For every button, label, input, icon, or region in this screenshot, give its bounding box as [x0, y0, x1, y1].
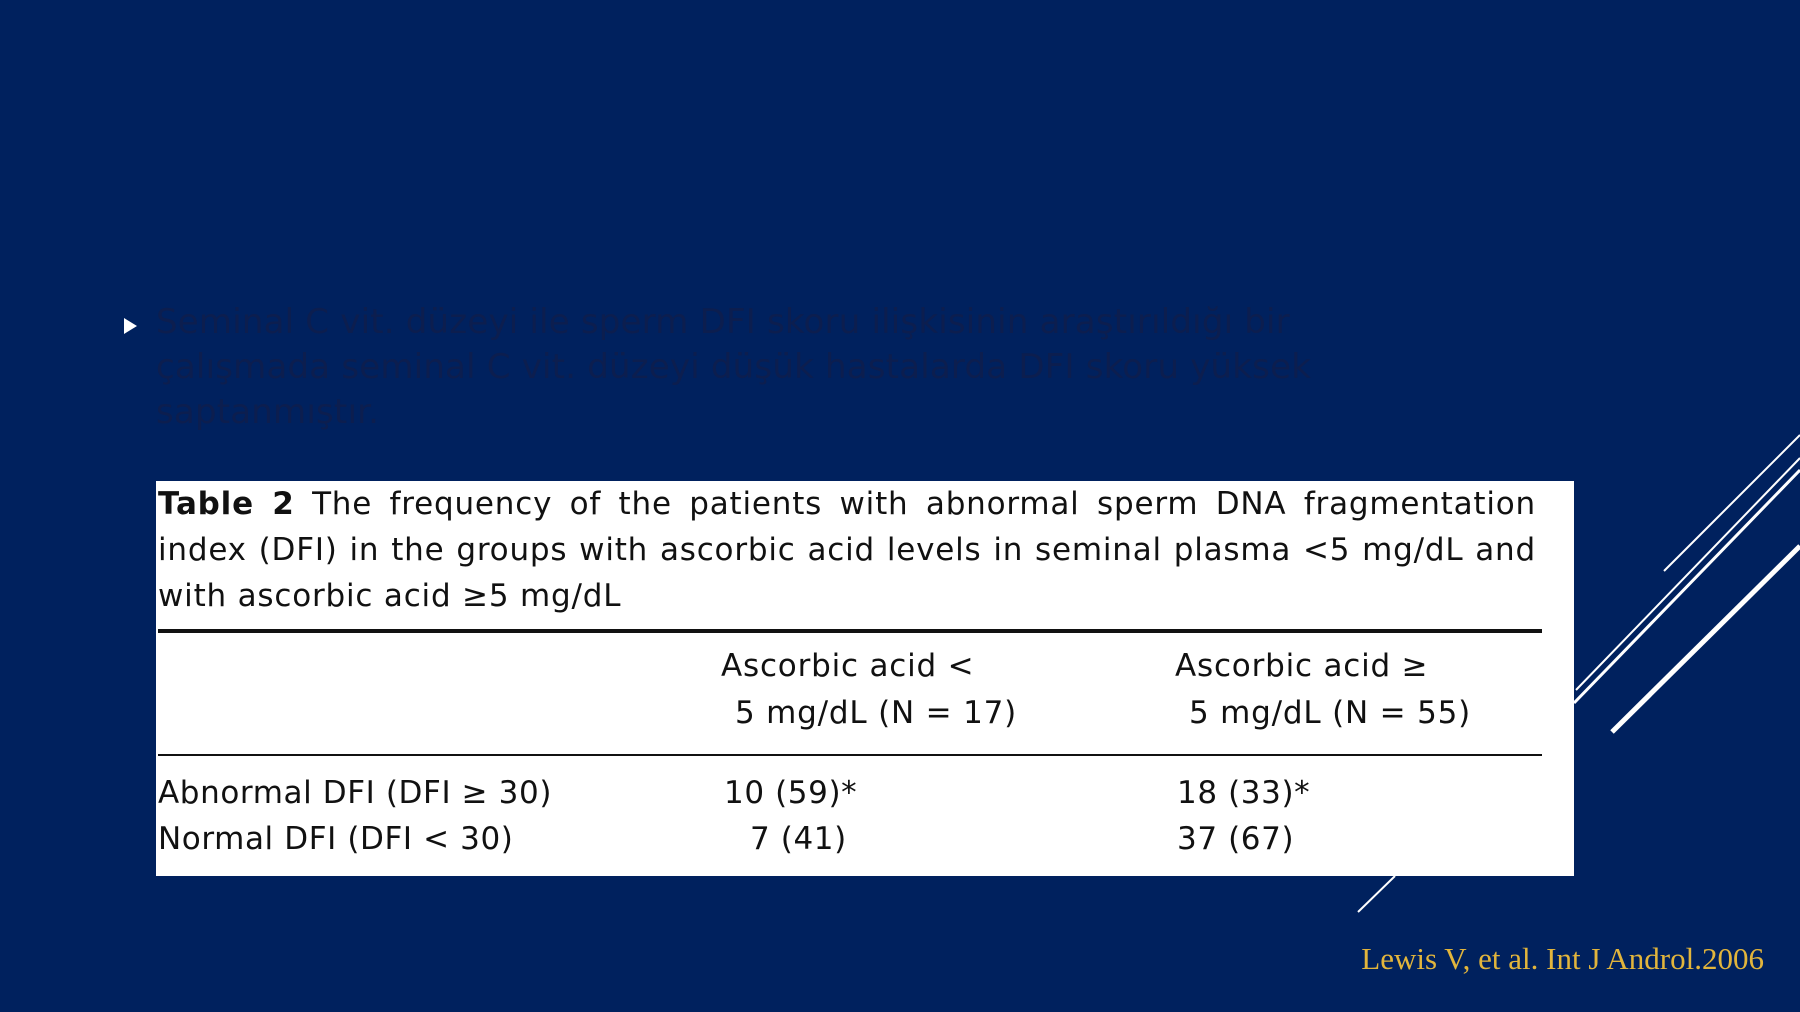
triangle-bullet-icon — [124, 318, 137, 334]
column-header-line2: 5 mg/dL (N = 55) — [1189, 695, 1472, 731]
bullet-text: Seminal C vit. düzeyi ile sperm DFI skoru ilişkisinin araştırıldığı bir çalışmada seminal C vit. düzeyi düşük hastalarda DFI skoru yüksek saptanmıştır. — [156, 302, 1312, 432]
accent-line — [1574, 470, 1800, 703]
table-cell: 37 (67) — [1177, 821, 1295, 857]
accent-line — [1612, 546, 1800, 732]
table-top-rule — [158, 629, 1542, 633]
column-header-low-ascorbic — [721, 643, 1017, 737]
column-header-line2: 5 mg/dL (N = 17) — [735, 695, 1018, 731]
accent-line — [1358, 876, 1395, 912]
table-header-rule — [158, 754, 1542, 756]
column-header-line1: Ascorbic acid < — [721, 648, 975, 684]
column-header-line1: Ascorbic acid ≥ — [1175, 648, 1429, 684]
table-cell: 10 (59)* — [724, 775, 858, 811]
table-figure — [156, 481, 1574, 876]
table-caption — [158, 481, 1536, 619]
accent-line — [1664, 435, 1800, 571]
row-label: Normal DFI (DFI < 30) — [158, 821, 514, 857]
table-cell: 7 (41) — [750, 821, 847, 857]
accent-line — [1576, 458, 1800, 690]
bullet-item — [124, 300, 1364, 435]
table-caption-label: Table 2 — [158, 486, 295, 522]
row-label: Abnormal DFI (DFI ≥ 30) — [158, 775, 553, 811]
table-cell: 18 (33)* — [1177, 775, 1311, 811]
table-caption-text: The frequency of the patients with abnormal sperm DNA fragmentation index (DFI) in the groups with ascorbic acid levels in seminal plasma <5 mg/dL and with ascorbic acid ≥5 mg/dL — [158, 486, 1537, 614]
column-header-high-ascorbic — [1175, 643, 1471, 737]
citation-text: Lewis V, et al. Int J Androl.2006 — [1361, 941, 1764, 976]
